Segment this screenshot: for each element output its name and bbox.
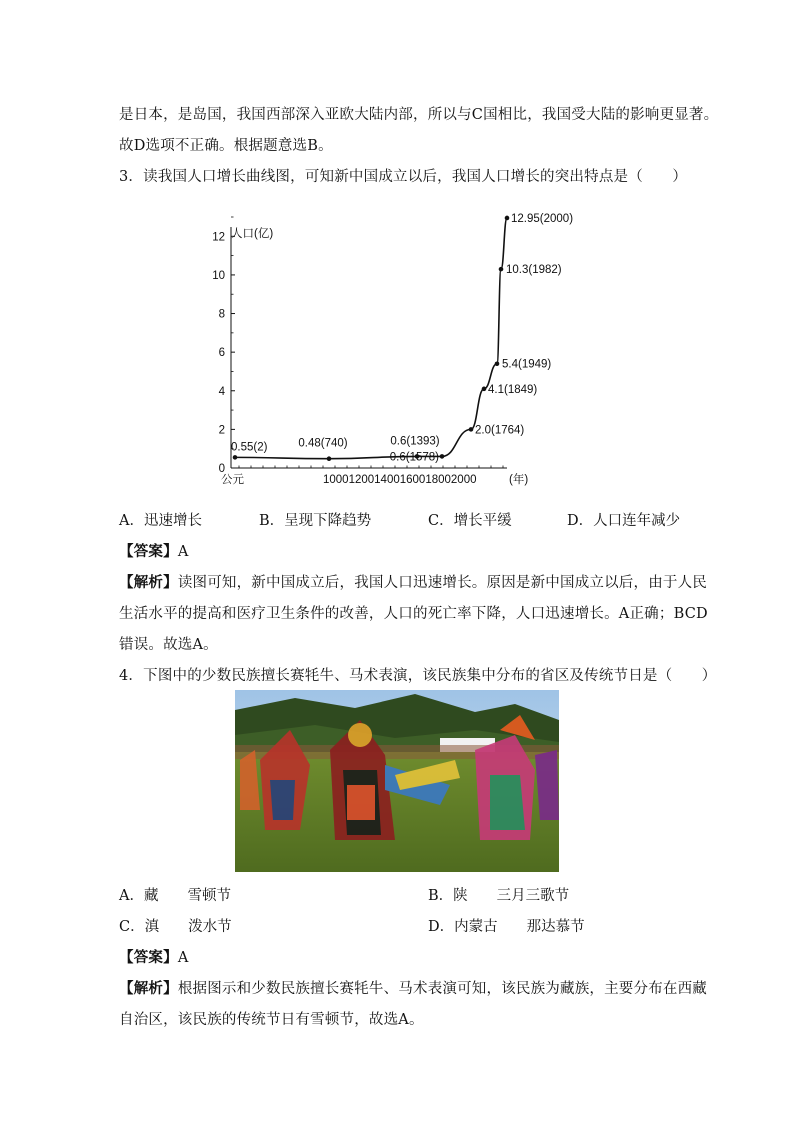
x-tick-labels: 100012001400160018002000 bbox=[323, 474, 477, 486]
explanation-text: 读图可知，新中国成立后，我国人口迅速增长。原因是新中国成立以后，由于人民 bbox=[177, 575, 708, 591]
text-line: 自治区，该民族的传统节日有雪顿节，故选A。 bbox=[119, 1012, 424, 1028]
explanation-label: 【解析】 bbox=[119, 574, 178, 591]
text-line: 生活水平的提高和医疗卫生条件的改善，人口的死亡率下降，人口迅速增长。A正确；BCD bbox=[119, 606, 708, 622]
point-label: 4.1(1849) bbox=[488, 383, 538, 396]
point-label: 0.6(1578) bbox=[389, 451, 439, 464]
explanation-4 bbox=[119, 977, 707, 998]
option-c: C．增长平缓 bbox=[428, 513, 512, 529]
explanation-text: 根据图示和少数民族擅长赛牦牛、马术表演可知，该民族为藏族，主要分布在西藏 bbox=[177, 981, 708, 997]
data-point bbox=[233, 455, 238, 460]
y-tick-label: 12 bbox=[212, 231, 225, 244]
explanation-3 bbox=[119, 571, 707, 592]
option-d: D．内蒙古 那达慕节 bbox=[428, 919, 585, 935]
y-tick-label: 6 bbox=[218, 347, 225, 360]
y-tick-label: 10 bbox=[212, 269, 225, 282]
data-point bbox=[482, 387, 487, 392]
tibetan-dance-photo bbox=[235, 690, 559, 872]
option-b: B．陕 三月三歌节 bbox=[428, 888, 570, 904]
point-label: 0.6(1393) bbox=[390, 435, 440, 448]
y-tick-label: 0 bbox=[218, 463, 225, 475]
text-line: 错误。故选A。 bbox=[119, 637, 218, 653]
x-axis-label: (年) bbox=[509, 474, 529, 486]
option-b: B．呈现下降趋势 bbox=[259, 513, 372, 529]
text-line: 是日本，是岛国，我国西部深入亚欧大陆内部，所以与C国相比，我国受大陆的影响更显著。 bbox=[119, 107, 719, 123]
data-point bbox=[440, 454, 445, 459]
option-a: A．藏 雪顿节 bbox=[119, 888, 231, 904]
option-c: C．滇 泼水节 bbox=[119, 919, 232, 935]
point-label: 12.95(2000) bbox=[511, 212, 574, 225]
point-label: 10.3(1982) bbox=[506, 264, 562, 277]
y-axis-label: 人口(亿) bbox=[231, 228, 274, 240]
chart-points bbox=[231, 213, 573, 463]
data-point bbox=[469, 427, 474, 432]
answer-value: A bbox=[177, 544, 189, 560]
population-curve bbox=[235, 218, 507, 459]
data-point bbox=[499, 267, 504, 272]
question-3: 3．读我国人口增长曲线图，可知新中国成立以后，我国人口增长的突出特点是（ ） bbox=[119, 169, 688, 185]
question-4: 4．下图中的少数民族擅长赛牦牛、马术表演，该民族集中分布的省区及传统节日是（ ） bbox=[119, 668, 717, 684]
option-a: A．迅速增长 bbox=[119, 513, 202, 529]
point-label: 0.55(2) bbox=[231, 441, 268, 454]
chart-axes bbox=[231, 227, 507, 468]
point-label: 0.48(740) bbox=[298, 437, 348, 450]
y-tick-label: 8 bbox=[218, 308, 225, 321]
data-point bbox=[495, 361, 500, 366]
population-chart bbox=[195, 205, 574, 495]
y-tick-label: 2 bbox=[218, 424, 225, 437]
data-point bbox=[327, 456, 332, 461]
answer-value: A bbox=[177, 950, 189, 966]
x-origin-label: 公元 bbox=[221, 474, 244, 486]
explanation-label: 【解析】 bbox=[119, 980, 178, 997]
point-label: 5.4(1949) bbox=[502, 358, 552, 371]
y-tick-label: 4 bbox=[218, 385, 225, 398]
data-point bbox=[505, 216, 510, 221]
answer-label: 【答案】 bbox=[119, 949, 178, 966]
chart-ticks bbox=[212, 217, 503, 475]
answer-label: 【答案】 bbox=[119, 543, 178, 560]
answer-3 bbox=[119, 540, 188, 561]
text-line: 故D选项不正确。根据题意选B。 bbox=[119, 138, 333, 154]
point-label: 2.0(1764) bbox=[475, 424, 525, 437]
option-d: D．人口连年减少 bbox=[567, 513, 681, 529]
answer-4 bbox=[119, 946, 188, 967]
